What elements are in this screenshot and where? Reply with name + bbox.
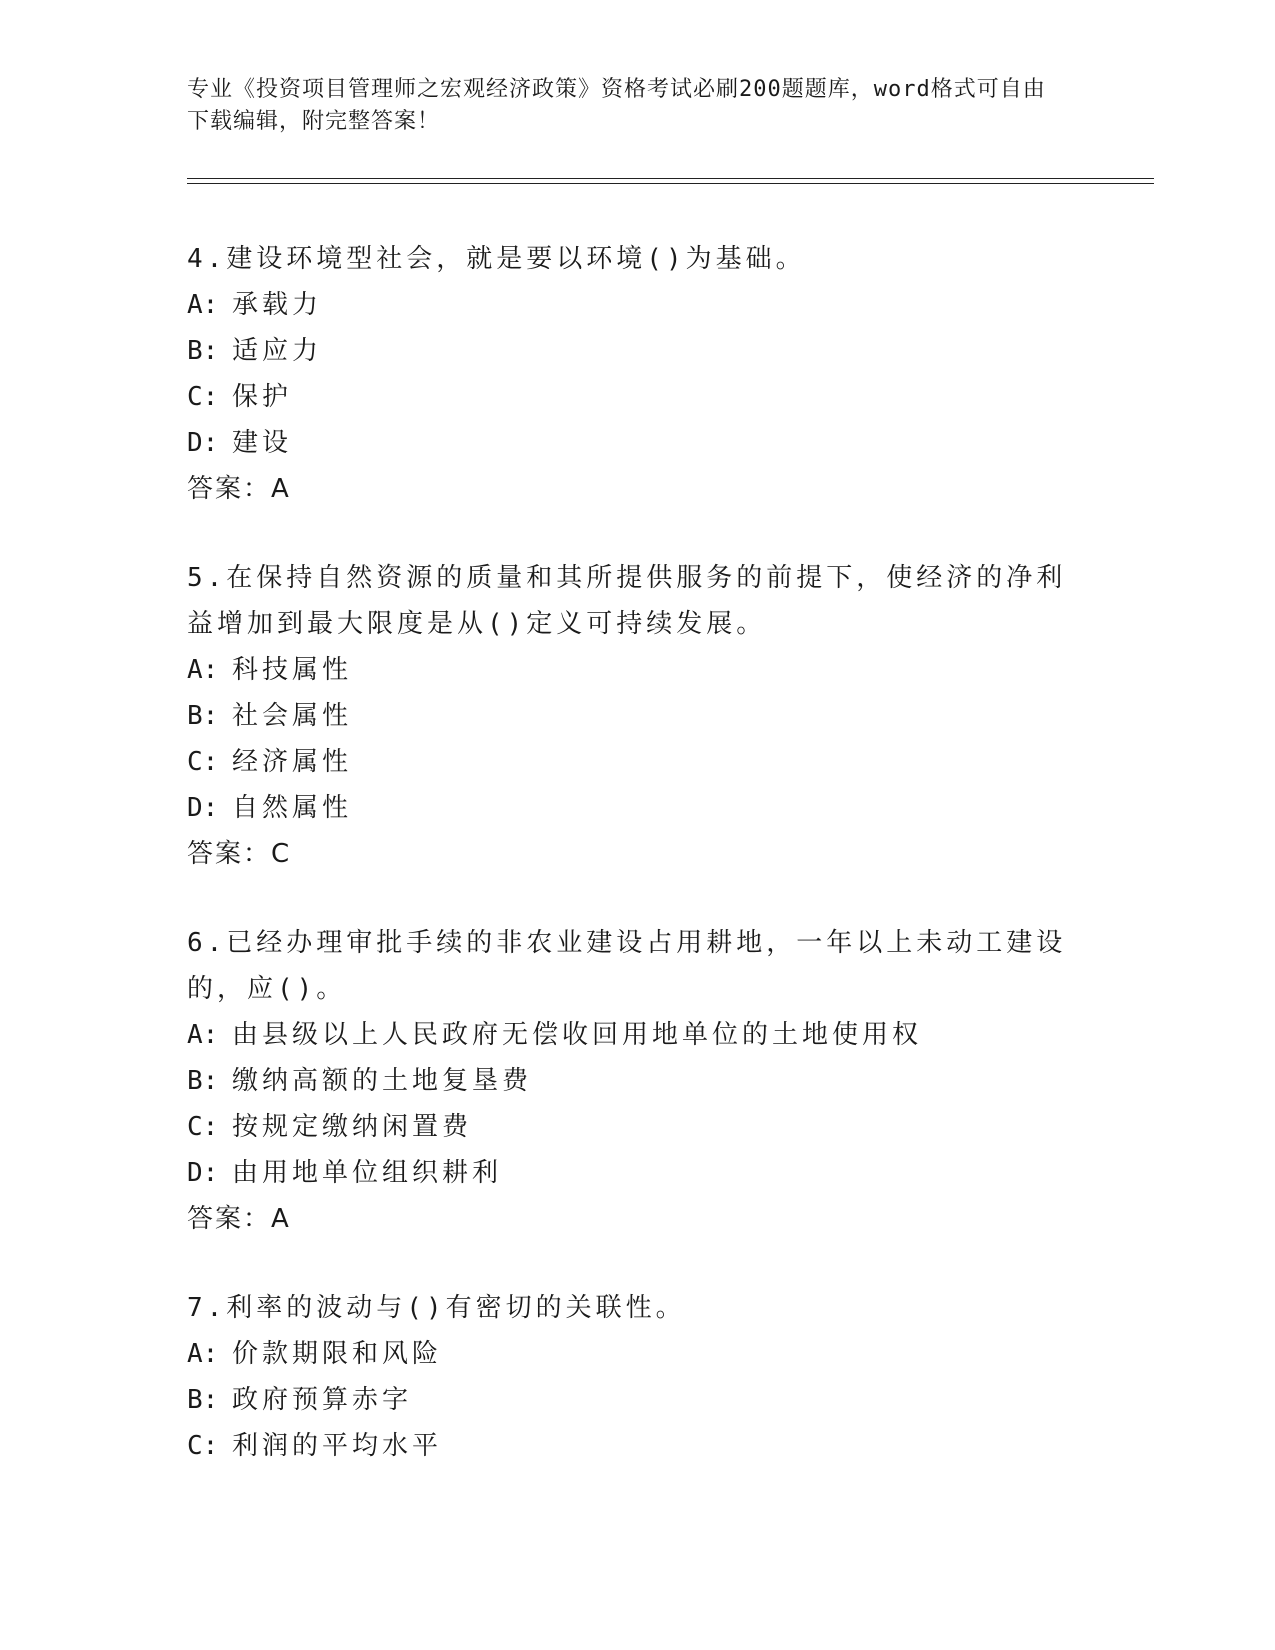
option-d (187, 420, 1087, 466)
option-b (187, 693, 1087, 739)
option-c (187, 1104, 1087, 1150)
option-text: 由县级以上人民政府无偿收回用地单位的土地使用权 (232, 1020, 923, 1050)
answer-line: 答案：C (187, 839, 292, 869)
option-a (187, 1331, 1087, 1377)
option-letter: A: (187, 655, 219, 685)
question-text: 4.建设环境型社会，就是要以环境()为基础。 (187, 244, 806, 274)
option-text: 由用地单位组织耕利 (232, 1158, 503, 1188)
option-a (187, 1012, 1087, 1058)
option-d (187, 785, 1087, 831)
option-text: 利润的平均水平 (232, 1431, 443, 1461)
option-b (187, 1058, 1087, 1104)
option-letter: A: (187, 1339, 219, 1369)
option-letter: B: (187, 1066, 219, 1096)
answer-line: 答案：A (187, 1204, 291, 1234)
option-letter: D: (187, 428, 219, 458)
option-letter: C: (187, 747, 219, 777)
document-header: 专业《投资项目管理师之宏观经济政策》资格考试必刷200题题库，word格式可自由下载编辑，附完整答案！ (187, 77, 1046, 134)
option-letter: C: (187, 1112, 219, 1142)
option-b (187, 328, 1087, 374)
option-c (187, 1423, 1087, 1469)
option-letter: B: (187, 1385, 219, 1415)
option-text: 承载力 (232, 290, 323, 320)
option-text: 保护 (232, 382, 293, 412)
option-letter: A: (187, 290, 219, 320)
option-letter: B: (187, 336, 219, 366)
option-a (187, 282, 1087, 328)
question-item (187, 555, 1087, 877)
option-letter: D: (187, 1158, 219, 1188)
option-text: 适应力 (232, 336, 323, 366)
option-text: 价款期限和风险 (232, 1339, 443, 1369)
option-a (187, 647, 1087, 693)
question-item (187, 236, 1087, 512)
option-text: 按规定缴纳闲置费 (232, 1112, 473, 1142)
option-letter: D: (187, 793, 219, 823)
header-divider (187, 178, 1154, 184)
option-text: 自然属性 (232, 793, 353, 823)
option-b (187, 1377, 1087, 1423)
option-text: 建设 (232, 428, 293, 458)
answer-line: 答案：A (187, 474, 291, 504)
option-letter: A: (187, 1020, 219, 1050)
question-item (187, 1285, 1087, 1469)
question-text: 5.在保持自然资源的质量和其所提供服务的前提下，使经济的净利益增加到最大限度是从()定义可持续发展。 (187, 563, 1067, 639)
option-text: 经济属性 (232, 747, 353, 777)
option-c (187, 739, 1087, 785)
option-text: 社会属性 (232, 701, 353, 731)
option-text: 缴纳高额的土地复垦费 (232, 1066, 533, 1096)
option-letter: C: (187, 1431, 219, 1461)
option-d (187, 1150, 1087, 1196)
option-text: 政府预算赤字 (232, 1385, 413, 1415)
option-text: 科技属性 (232, 655, 353, 685)
option-c (187, 374, 1087, 420)
option-letter: C: (187, 382, 219, 412)
question-list (187, 236, 1087, 1512)
question-item (187, 920, 1087, 1242)
question-text: 6.已经办理审批手续的非农业建设占用耕地，一年以上未动工建设的，应()。 (187, 928, 1067, 1004)
option-letter: B: (187, 701, 219, 731)
question-text: 7.利率的波动与()有密切的关联性。 (187, 1293, 686, 1323)
